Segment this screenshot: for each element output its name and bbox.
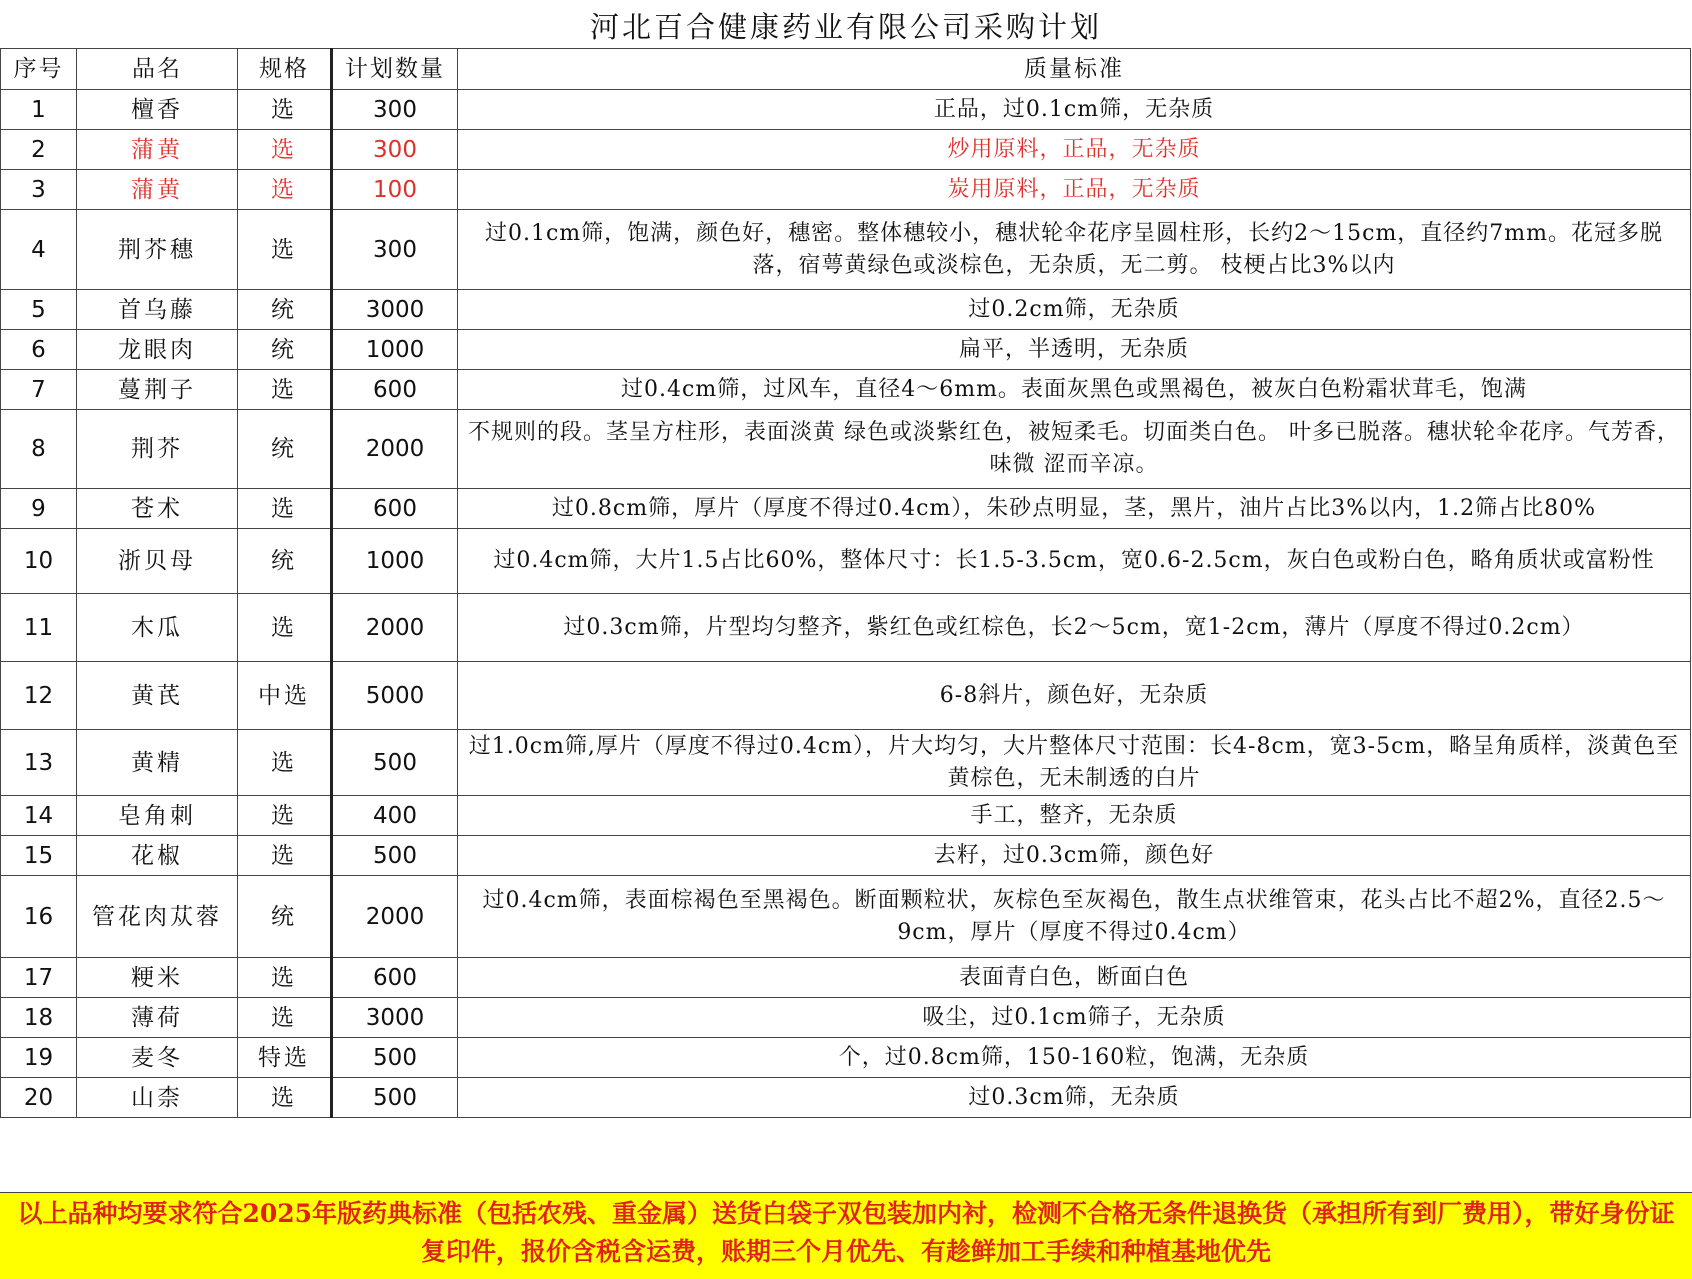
quality-standard: 过0.8cm筛，厚片（厚度不得过0.4cm），朱砂点明显，茎，黑片，油片占比3%以内，1.2筛占比80%	[458, 489, 1691, 529]
quality-standard: 炭用原料，正品，无杂质	[458, 170, 1691, 210]
item-spec: 统	[238, 410, 332, 489]
quality-standard: 吸尘，过0.1cm筛子，无杂质	[458, 998, 1691, 1038]
item-quantity: 100	[332, 170, 458, 210]
row-number: 10	[1, 529, 77, 594]
item-spec: 选	[238, 1078, 332, 1118]
requirements-note: 以上品种均要求符合2025年版药典标准（包括农残、重金属）送货白袋子双包装加内衬，检测不合格无条件退换货（承担所有到厂费用），带好身份证复印件，报价含税含运费，账期三个月优先、有趁鲜加工手续和种植基地优先	[0, 1192, 1692, 1279]
row-number: 5	[1, 290, 77, 330]
table-row	[1, 796, 1691, 836]
item-name: 山柰	[77, 1078, 238, 1118]
table-row	[1, 529, 1691, 594]
item-quantity: 600	[332, 958, 458, 998]
quality-standard: 过0.4cm筛，大片1.5占比60%，整体尺寸：长1.5-3.5cm，宽0.6-2.5cm，灰白色或粉白色，略角质状或富粉性	[458, 529, 1691, 594]
table-row	[1, 90, 1691, 130]
table-header-row	[1, 49, 1691, 90]
table-row	[1, 1038, 1691, 1078]
quality-standard: 去籽，过0.3cm筛，颜色好	[458, 836, 1691, 876]
item-spec: 选	[238, 836, 332, 876]
row-number: 7	[1, 370, 77, 410]
item-spec: 统	[238, 529, 332, 594]
header-qty: 计划数量	[332, 49, 458, 90]
row-number: 14	[1, 796, 77, 836]
quality-standard: 过1.0cm筛,厚片（厚度不得过0.4cm），片大均匀，大片整体尺寸范围：长4-8cm，宽3-5cm，略呈角质样，淡黄色至黄棕色，无未制透的白片	[458, 730, 1691, 796]
header-standard: 质量标准	[458, 49, 1691, 90]
quality-standard: 过0.1cm筛，饱满，颜色好，穗密。整体穗较小，穗状轮伞花序呈圆柱形，长约2～15cm，直径约7mm。花冠多脱落，宿萼黄绿色或淡棕色，无杂质，无二剪。 枝梗占比3%以内	[458, 210, 1691, 290]
item-quantity: 500	[332, 730, 458, 796]
item-name: 蒲黄	[77, 170, 238, 210]
table-row	[1, 958, 1691, 998]
item-name: 薄荷	[77, 998, 238, 1038]
row-number: 16	[1, 876, 77, 958]
item-spec: 统	[238, 290, 332, 330]
item-spec: 统	[238, 876, 332, 958]
item-name: 首乌藤	[77, 290, 238, 330]
quality-standard: 过0.3cm筛，无杂质	[458, 1078, 1691, 1118]
quality-standard: 个，过0.8cm筛，150-160粒，饱满，无杂质	[458, 1038, 1691, 1078]
item-name: 麦冬	[77, 1038, 238, 1078]
row-number: 4	[1, 210, 77, 290]
table-row	[1, 370, 1691, 410]
item-name: 粳米	[77, 958, 238, 998]
item-name: 荆芥	[77, 410, 238, 489]
quality-standard: 炒用原料，正品，无杂质	[458, 130, 1691, 170]
item-name: 浙贝母	[77, 529, 238, 594]
item-quantity: 300	[332, 90, 458, 130]
header-name: 品名	[77, 49, 238, 90]
quality-standard: 手工，整齐，无杂质	[458, 796, 1691, 836]
row-number: 19	[1, 1038, 77, 1078]
quality-standard: 过0.2cm筛，无杂质	[458, 290, 1691, 330]
purchase-plan-table	[0, 48, 1691, 1118]
item-name: 檀香	[77, 90, 238, 130]
item-name: 皂角刺	[77, 796, 238, 836]
item-spec: 选	[238, 90, 332, 130]
table-row	[1, 1078, 1691, 1118]
item-spec: 特选	[238, 1038, 332, 1078]
item-quantity: 5000	[332, 662, 458, 730]
row-number: 20	[1, 1078, 77, 1118]
quality-standard: 正品，过0.1cm筛，无杂质	[458, 90, 1691, 130]
item-quantity: 1000	[332, 529, 458, 594]
table-row	[1, 290, 1691, 330]
table-row	[1, 594, 1691, 662]
document-title: 河北百合健康药业有限公司采购计划	[589, 9, 1102, 44]
item-spec: 选	[238, 998, 332, 1038]
item-quantity: 400	[332, 796, 458, 836]
row-number: 18	[1, 998, 77, 1038]
item-spec: 选	[238, 958, 332, 998]
item-spec: 选	[238, 730, 332, 796]
item-spec: 统	[238, 330, 332, 370]
item-quantity: 300	[332, 210, 458, 290]
item-spec: 选	[238, 210, 332, 290]
table-row	[1, 876, 1691, 958]
row-number: 11	[1, 594, 77, 662]
item-name: 管花肉苁蓉	[77, 876, 238, 958]
table-row	[1, 170, 1691, 210]
item-quantity: 2000	[332, 876, 458, 958]
quality-standard: 过0.4cm筛，过风车，直径4～6mm。表面灰黑色或黑褐色，被灰白色粉霜状茸毛，饱满	[458, 370, 1691, 410]
header-spec: 规格	[238, 49, 332, 90]
item-name: 苍术	[77, 489, 238, 529]
table-row	[1, 662, 1691, 730]
item-name: 荆芥穗	[77, 210, 238, 290]
item-name: 蒲黄	[77, 130, 238, 170]
row-number: 9	[1, 489, 77, 529]
table-row	[1, 330, 1691, 370]
item-quantity: 2000	[332, 594, 458, 662]
table-row	[1, 730, 1691, 796]
row-number: 2	[1, 130, 77, 170]
item-quantity: 3000	[332, 290, 458, 330]
item-spec: 选	[238, 170, 332, 210]
row-number: 12	[1, 662, 77, 730]
row-number: 17	[1, 958, 77, 998]
item-spec: 选	[238, 130, 332, 170]
item-quantity: 500	[332, 836, 458, 876]
quality-standard: 扁平，半透明，无杂质	[458, 330, 1691, 370]
quality-standard: 不规则的段。茎呈方柱形，表面淡黄 绿色或淡紫红色，被短柔毛。切面类白色。 叶多已脱落。穗状轮伞花序。气芳香，味微 涩而辛凉。	[458, 410, 1691, 489]
item-name: 花椒	[77, 836, 238, 876]
item-spec: 选	[238, 370, 332, 410]
row-number: 8	[1, 410, 77, 489]
item-quantity: 500	[332, 1038, 458, 1078]
item-quantity: 300	[332, 130, 458, 170]
table-row	[1, 210, 1691, 290]
row-number: 13	[1, 730, 77, 796]
item-name: 木瓜	[77, 594, 238, 662]
item-spec: 选	[238, 594, 332, 662]
row-number: 6	[1, 330, 77, 370]
item-quantity: 3000	[332, 998, 458, 1038]
item-spec: 中选	[238, 662, 332, 730]
quality-standard: 6-8斜片，颜色好，无杂质	[458, 662, 1691, 730]
table-row	[1, 836, 1691, 876]
quality-standard: 过0.4cm筛，表面棕褐色至黑褐色。断面颗粒状，灰棕色至灰褐色，散生点状维管束，花头占比不超2%，直径2.5～9cm，厚片（厚度不得过0.4cm）	[458, 876, 1691, 958]
quality-standard: 过0.3cm筛，片型均匀整齐，紫红色或红棕色，长2～5cm，宽1-2cm，薄片（厚度不得过0.2cm）	[458, 594, 1691, 662]
item-spec: 选	[238, 489, 332, 529]
row-number: 15	[1, 836, 77, 876]
table-row	[1, 130, 1691, 170]
row-number: 1	[1, 90, 77, 130]
item-quantity: 500	[332, 1078, 458, 1118]
quality-standard: 表面青白色，断面白色	[458, 958, 1691, 998]
header-no: 序号	[1, 49, 77, 90]
table-row	[1, 998, 1691, 1038]
item-name: 黄精	[77, 730, 238, 796]
item-spec: 选	[238, 796, 332, 836]
item-quantity: 600	[332, 489, 458, 529]
item-name: 黄芪	[77, 662, 238, 730]
row-number: 3	[1, 170, 77, 210]
item-quantity: 600	[332, 370, 458, 410]
item-name: 蔓荆子	[77, 370, 238, 410]
table-row	[1, 410, 1691, 489]
table-row	[1, 489, 1691, 529]
item-quantity: 1000	[332, 330, 458, 370]
item-name: 龙眼肉	[77, 330, 238, 370]
item-quantity: 2000	[332, 410, 458, 489]
